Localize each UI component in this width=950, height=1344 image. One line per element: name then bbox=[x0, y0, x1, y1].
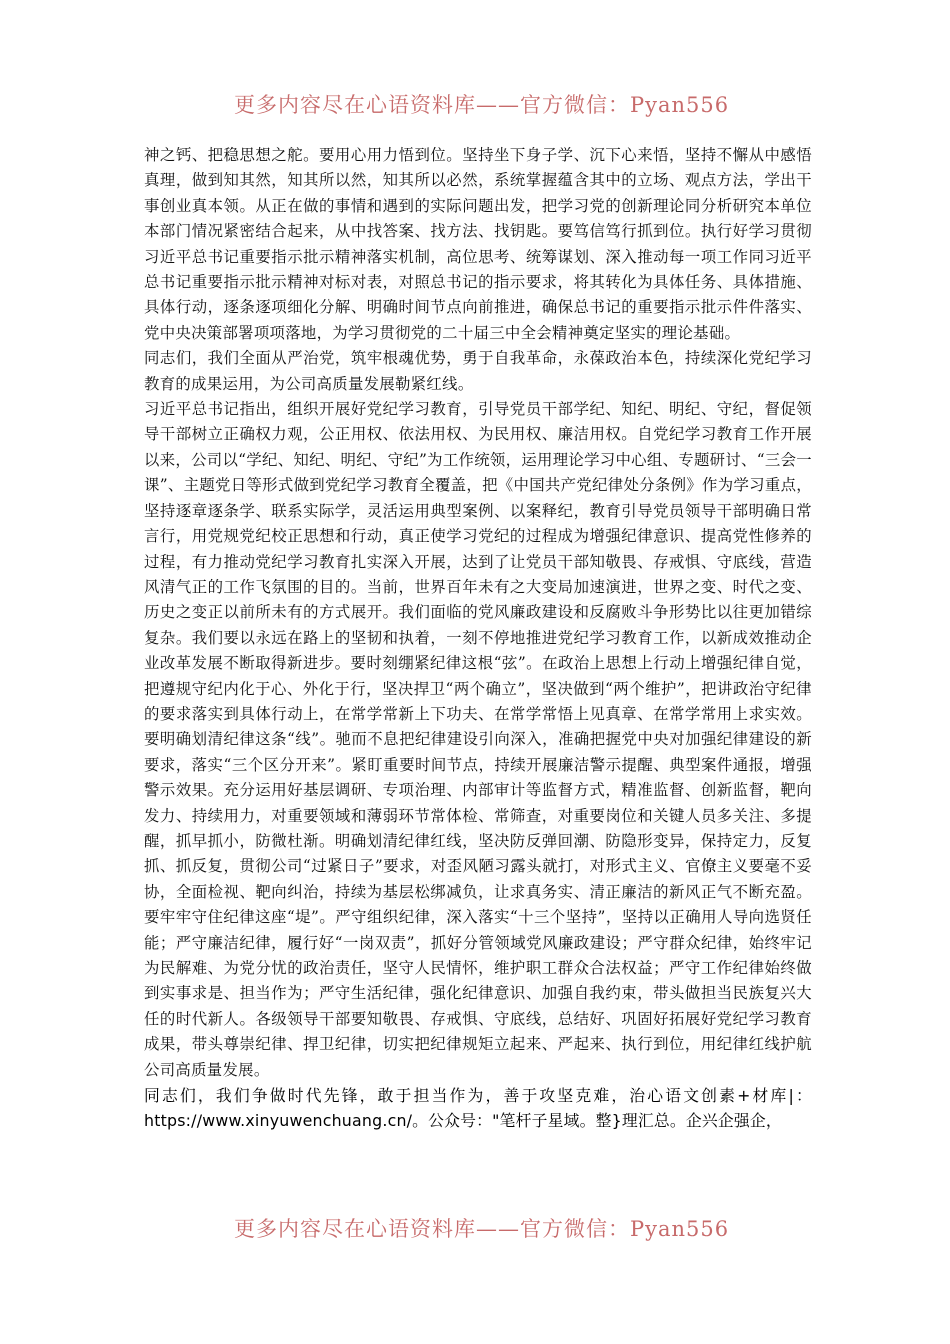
paragraph: 习近平总书记指出，组织开展好党纪学习教育，引导党员干部学纪、知纪、明纪、守纪，督促领导干部树立正确权力观，公正用权、依法用权、为民用权、廉洁用权。自党纪学习教育工作开展以来，公司以“学纪、知纪、明纪、守纪”为工作统领，运用理论学习中心组、专题研讨、“三会一课”、主题党日等形式做到党纪学习教育全覆盖，把《中国共产党纪律处分条例》作为学习重点，坚持逐章逐条学、联系实际学，灵活运用典型案例、以案释纪，教育引导党员领导干部明确日常言行，用党规党纪校正思想和行动，真正使学习党纪的过程成为增强纪律意识、提高党性修养的过程，有力推动党纪学习教育扎实深入开展，达到了让党员干部知敬畏、存戒惧、守底线，营造风清气正的工作飞氛围的目的。当前，世界百年未有之大变局加速演进，世界之变、时代之变、历史之变正以前所未有的方式展开。我们面临的党风廉政建设和反腐败斗争形势比以往更加错综复杂。我们要以永远在路上的坚韧和执着，一刻不停地推进党纪学习教育工作，以新成效推动企业改革发展不断取得新进步。要时刻绷紧纪律这根“弦”。在政治上思想上行动上增强纪律自觉，把遵规守纪内化于心、外化于行，坚决捍卫“两个确立”，坚决做到“两个维护”，把讲政治守纪律的要求落实到具体行动上，在常学常新上下功夫、在常学常悟上见真章、在常学常用上求实效。要明确划清纪律这条“线”。驰而不息把纪律建设引向深入，准确把握党中央对加强纪律建设的新要求，落实“三个区分开来”。紧盯重要时间节点，持续开展廉洁警示提醒、典型案件通报，增强警示效果。充分运用好基层调研、专项治理、内部审计等监督方式，精准监督、创新监督，靶向发力、持续用力，对重要领域和薄弱环节常体检、常筛查，对重要岗位和关键人员多关注、多提醒，抓早抓小，防微杜渐。明确划清纪律红线，坚决防反弹回潮、防隐形变异，保持定力，反复抓、抓反复，贯彻公司“过紧日子”要求，对歪风陋习露头就打，对形式主义、官僚主义要毫不妥协，全面检视、靶向纠治，持续为基层松绑减负，让求真务实、清正廉洁的新风正气不断充盈。要牢牢守住纪律这座“堤”。严守组织纪律，深入落实“十三个坚持”，坚持以正确用人导向选贤任能；严守廉洁纪律，履行好“一岗双责”，抓好分管领域党风廉政建设；严守群众纪律，始终牢记为民解难、为党分忧的政治责任，坚守人民情怀，维护职工群众合法权益；严守工作纪律始终做到实事求是、担当作为；严守生活纪律，强化纪律意识、加强自我约束，带头做担当民族复兴大任的时代新人。各级领导干部要知敬畏、存戒惧、守底线，总结好、巩固好拓展好党纪学习教育成果，带头尊崇纪律、捍卫纪律，切实把纪律规矩立起来、严起来、执行到位，用纪律红线护航公司高质量发展。 bbox=[144, 400, 812, 1079]
paragraph: 神之钙、把稳思想之舵。要用心用力悟到位。坚持坐下身子学、沉下心来悟，坚持不懈从中感悟真理，做到知其然，知其所以然，知其所以必然，系统掌握蕴含其中的立场、观点方法，学出干事创业真本领。从正在做的事情和遇到的实际问题出发，把学习党的创新理论同分析研究本单位本部门情况紧密结合起来，从中找答案、找方法、找钥匙。要笃信笃行抓到位。执行好学习贯彻习近平总书记重要指示批示精神落实机制，高位思考、统筹谋划、深入推动每一项工作同习近平总书记重要指示批示精神对标对表，对照总书记的指示要求，将其转化为具体任务、具体措施、具体行动，逐条逐项细化分解、明确时间节点向前推进，确保总书记的重要指示批示件件落实、党中央决策部署项项落地，为学习贯彻党的二十届三中全会精神奠定坚实的理论基础。 bbox=[144, 146, 812, 342]
watermark-banner-bottom bbox=[228, 1208, 728, 1248]
body-text bbox=[144, 143, 812, 1134]
watermark-banner-top bbox=[228, 84, 728, 124]
watermark-text: 更多内容尽在心语资料库——官方微信：Pyan556 bbox=[234, 1217, 730, 1241]
paragraph-last: 同志们，我们争做时代先锋，敢于担当作为，善于攻坚克难，治心语文创素+材库|：https://www.xinyuwenchuang.cn/。公众号："笔杆子星域。整}理汇总。企兴企强企， bbox=[144, 1086, 812, 1131]
watermark-text: 更多内容尽在心语资料库——官方微信：Pyan556 bbox=[234, 93, 730, 117]
paragraph: 同志们，我们全面从严治党，筑牢根魂优势，勇于自我革命，永葆政治本色，持续深化党纪学习教育的成果运用，为公司高质量发展勒紧红线。 bbox=[144, 349, 812, 393]
